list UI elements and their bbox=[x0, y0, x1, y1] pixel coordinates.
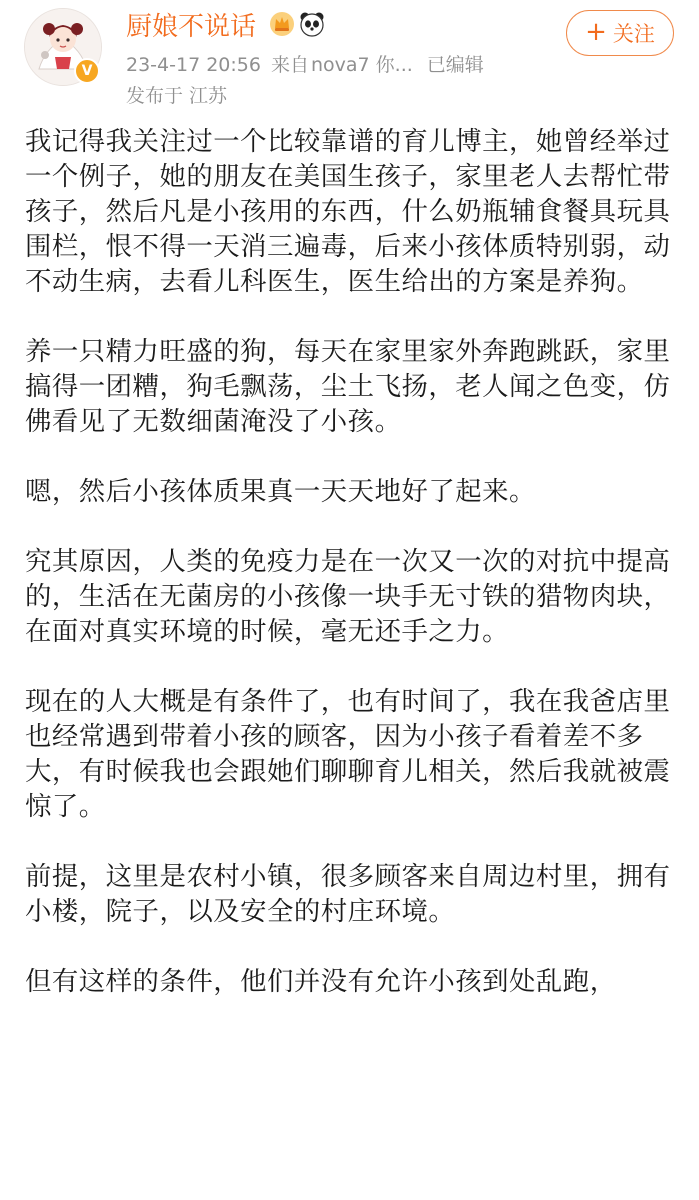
follow-label: 关注 bbox=[612, 22, 655, 46]
post-paragraph: 现在的人大概是有条件了，也有时间了，我在我爸店里也经常遇到带着小孩的顾客，因为小孩子看着差不多大，有时候我也会跟她们聊聊育儿相关，然后我就被震惊了。 bbox=[25, 686, 671, 822]
post-meta bbox=[126, 50, 494, 77]
post-paragraph: 嗯，然后小孩体质果真一天天地好了起来。 bbox=[25, 476, 536, 507]
plus-icon: + bbox=[585, 17, 607, 47]
edited-label[interactable]: 已编辑 bbox=[426, 54, 484, 76]
post-timestamp: 23-4-17 20:56 bbox=[126, 54, 261, 76]
post-header bbox=[0, 0, 699, 110]
source-prefix: 来自 bbox=[270, 54, 309, 76]
source-device[interactable]: nova7 你... bbox=[310, 54, 413, 76]
user-badges bbox=[268, 10, 326, 38]
post-paragraph: 前提，这里是农村小镇，很多顾客来自周边村里，拥有小楼，院子，以及安全的村庄环境。 bbox=[25, 861, 671, 927]
follow-button[interactable] bbox=[566, 10, 674, 56]
crown-badge-icon bbox=[268, 10, 296, 38]
panda-badge-icon bbox=[298, 10, 326, 38]
post-paragraph: 养一只精力旺盛的狗，每天在家里家外奔跑跳跃，家里搞得一团糟，狗毛飘荡，尘土飞扬，老人闻之色变，仿佛看见了无数细菌淹没了小孩。 bbox=[25, 336, 671, 437]
post-body bbox=[25, 124, 675, 1034]
post-paragraph: 但有这样的条件，他们并没有允许小孩到处乱跑， bbox=[25, 966, 617, 997]
avatar-container[interactable] bbox=[24, 8, 102, 86]
post-paragraph: 我记得我关注过一个比较靠谱的育儿博主，她曾经举过一个例子，她的朋友在美国生孩子，家里老人去帮忙带孩子，然后凡是小孩用的东西，什么奶瓶辅食餐具玩具围栏，恨不得一天消三遍毒，后来小孩体质特别弱，动不动生病，去看儿科医生，医生给出的方案是养狗。 bbox=[25, 126, 671, 297]
user-name[interactable]: 厨娘不说话 bbox=[126, 12, 257, 42]
verified-badge-icon: V bbox=[74, 58, 100, 84]
post-paragraph: 究其原因，人类的免疫力是在一次又一次的对抗中提高的，生活在无菌房的小孩像一块手无寸铁的猎物肉块，在面对真实环境的时候，毫无还手之力。 bbox=[25, 546, 671, 647]
post-location: 发布于 江苏 bbox=[126, 85, 228, 107]
